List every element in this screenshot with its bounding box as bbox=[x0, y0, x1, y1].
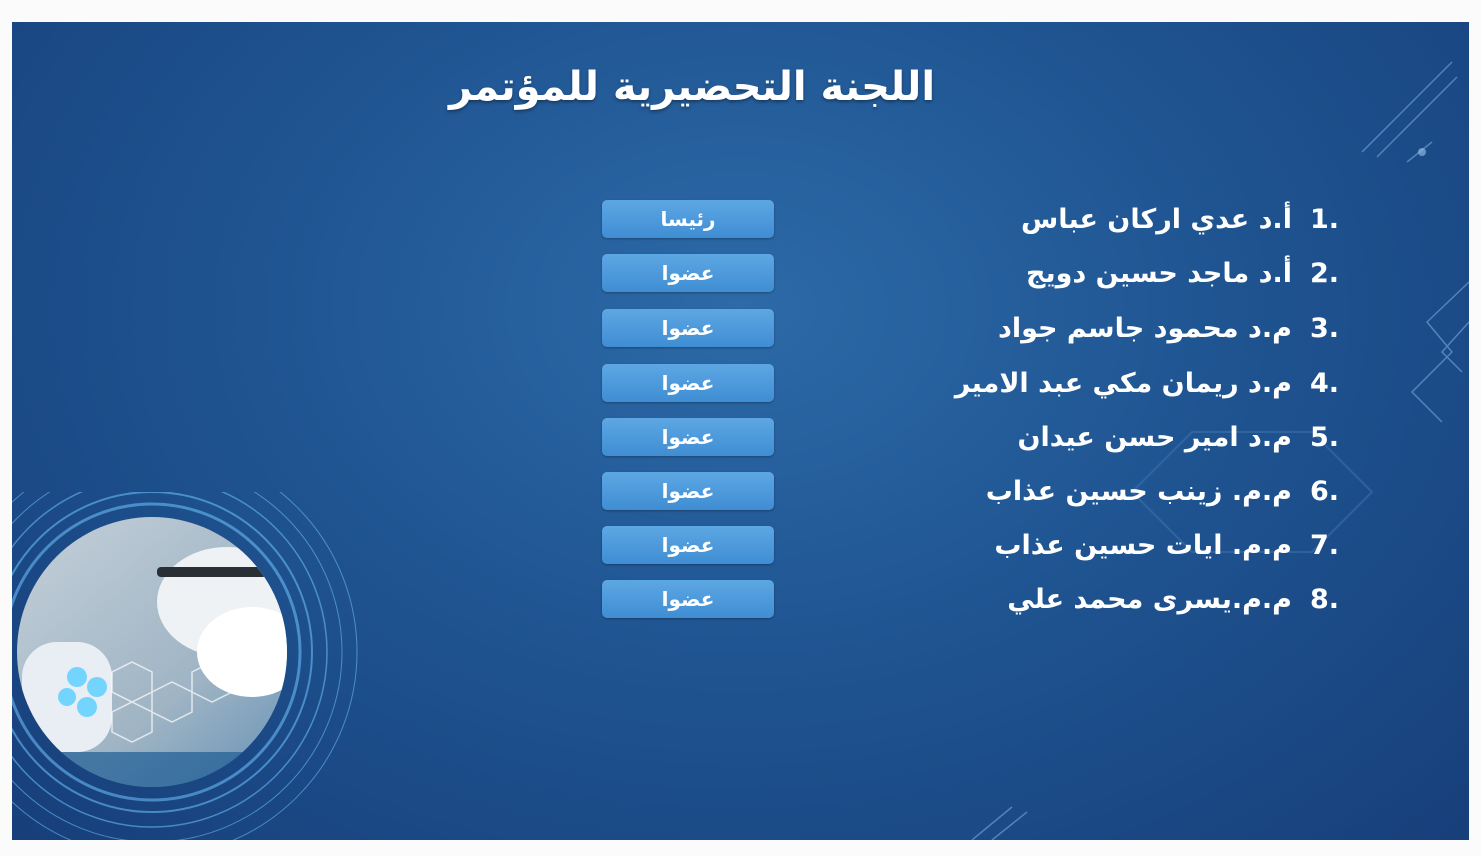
page-title: اللجنة التحضيرية للمؤتمر bbox=[448, 64, 936, 110]
member-number: 7. bbox=[1309, 529, 1339, 561]
role-badge: عضوا bbox=[602, 472, 774, 510]
member-entry bbox=[998, 309, 1339, 347]
member-entry bbox=[955, 364, 1339, 402]
member-row bbox=[12, 364, 1469, 404]
role-badge: عضوا bbox=[602, 309, 774, 347]
member-number: 5. bbox=[1309, 421, 1339, 453]
slide bbox=[12, 22, 1469, 840]
scientist-photo-icon bbox=[12, 492, 422, 840]
member-number: 1. bbox=[1309, 203, 1339, 235]
member-entry bbox=[1017, 418, 1339, 456]
member-number: 8. bbox=[1309, 583, 1339, 615]
member-entry bbox=[1026, 254, 1339, 292]
member-name: م.م.يسرى محمد علي bbox=[1007, 583, 1292, 615]
member-name: م.م. زينب حسين عذاب bbox=[985, 475, 1292, 507]
member-name: م.د امير حسن عيدان bbox=[1017, 421, 1292, 453]
member-entry bbox=[986, 472, 1339, 510]
member-name: أ.د ماجد حسين دويج bbox=[1025, 257, 1292, 289]
member-entry bbox=[1007, 580, 1339, 618]
role-badge: عضوا bbox=[602, 254, 774, 292]
member-entry bbox=[994, 526, 1339, 564]
member-number: 6. bbox=[1309, 475, 1339, 507]
member-number: 2. bbox=[1309, 257, 1339, 289]
member-name: م.م. ايات حسين عذاب bbox=[994, 529, 1292, 561]
role-badge: عضوا bbox=[602, 526, 774, 564]
member-row bbox=[12, 200, 1469, 240]
member-row bbox=[12, 418, 1469, 458]
member-number: 4. bbox=[1309, 367, 1339, 399]
member-name: أ.د عدي اركان عباس bbox=[1021, 203, 1292, 235]
role-badge: عضوا bbox=[602, 418, 774, 456]
role-badge: عضوا bbox=[602, 364, 774, 402]
member-name: م.د محمود جاسم جواد bbox=[997, 312, 1292, 344]
role-badge: رئيسا bbox=[602, 200, 774, 238]
member-row bbox=[12, 309, 1469, 349]
member-number: 3. bbox=[1309, 312, 1339, 344]
member-entry bbox=[1021, 200, 1339, 238]
member-name: م.د ريمان مكي عبد الامير bbox=[954, 367, 1292, 399]
member-row bbox=[12, 254, 1469, 294]
role-badge: عضوا bbox=[602, 580, 774, 618]
